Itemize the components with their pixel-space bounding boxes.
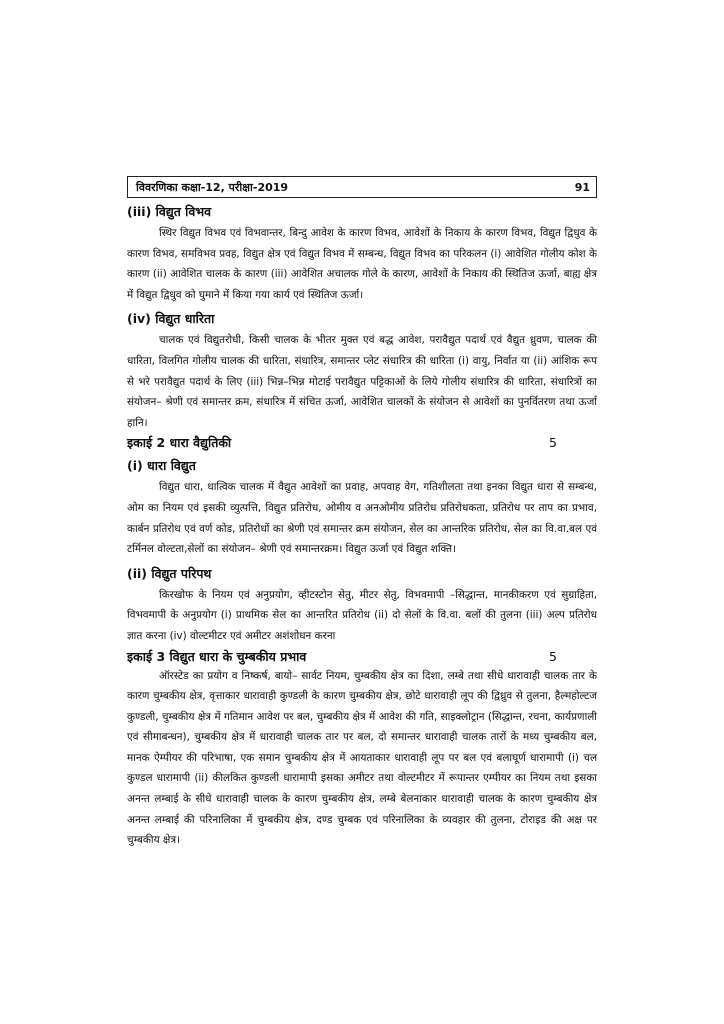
unit-3-title: इकाई 3 विद्युत धारा के चुम्बकीय प्रभाव: [127, 648, 307, 664]
section-text-electric-current: विद्युत धारा, धात्विक चालक में वैद्युत आवेशों का प्रवाह, अपवाह वेग, गतिशीलता तथा इनका विद्युत धारा से सम्बन्ध, ओम का नियम एवं इसकी व्युत्पत्ति, विद्युत प्रतिरोध, ओमीय व अनओमीय प्रतिरोध प्रतिरोधकता, प्रतिरोध पर ताप का प्रभाव, कार्बन प्रतिरोध एवं वर्ण कोड, प्रतिरोधों का श्रेणी एवं समान्तर क्रम संयोजन, सेल का आन्तरिक प्रतिरोध, सेल का वि.वा.बल एवं टर्मिनल वोल्टता,सेलों का संयोजन– श्रेणी एवं समान्तरक्रम। विद्युत ऊर्जा एवं विद्युत शक्ति।: [127, 481, 597, 556]
section-text-capacitance: चालक एवं विद्युतरोधी, किसी चालक के भीतर मुक्त एवं बद्ध आवेश, परावैद्युत पदार्थ एवं वैद्युत ध्रुवण, चालक की धारिता, विलगित गोलीय चालक की धारिता, संधारित्र, समान्तर प्लेट संधारित्र की धारिता (i) वायु, निर्वात या (ii) आंशिक रूप से भरे परावैद्युत पदार्थ के लिए (iii) भिन्न–भिन्न मोटाई परावैद्युत पट्टिकाओं के लिये गोलीय संधारित्र की धारिता, संधारित्रों का संयोजन– श्रेणी एवं समान्तर क्रम, संधारित्र में संचित ऊर्जा, आवेशित चालकों के संयोजन से आवेशों का पुनर्वितरण तथा ऊर्जा हानि।: [127, 334, 597, 429]
unit-2-marks: 5: [549, 435, 557, 451]
section-text-magnetic-effects: ऑरस्टेड का प्रयोग व निष्कर्ष, बायो– सार्वट नियम, चुम्बकीय क्षेत्र का दिशा, लम्बे तथा सीधे धारावाही चालक तार के कारण चुम्बकीय क्षेत्र, वृत्ताकार धारावाही कुण्डली के कारण चुम्बकीय क्षेत्र, छोटे धारावाही लूप की द्विध्रुव से तुलना, हैल्महोल्टज कुण्डली, चुम्बकीय क्षेत्र में गतिमान आवेश पर बल, चुम्बकीय क्षेत्र में आवेश की गति, साइक्लोट्रान (सिद्धान्त, रचना, कार्यप्रणाली एवं सीमाबन्धन), चुम्बकीय क्षेत्र में धारावाही चालक तार पर बल, दो समान्तर धारावाही चालक तारों के मध्य चुम्बकीय बल, मानक ऐम्पीयर की परिभाषा, एक समान चुम्बकीय क्षेत्र में आयताकार धारावाही लूप पर बल एवं बलाघूर्ण धारामापी (i) चल कुण्डल धारामापी (ii) कीलकित कुण्डली धारामापी इसका अमीटर तथा वोल्टमीटर में रूपान्तर एम्पीयर का नियम तथा इसका अनन्त लम्बाई के सीधे धारावाही चालक के कारण चुम्बकीय क्षेत्र, लम्बे बेलनाकार धारावाही चालक के कारण चुम्बकीय क्षेत्र अनन्त लम्बाई की परिनालिका में चुम्बकीय क्षेत्र, दण्ड चुम्बक एवं परिनालिका के व्यवहार की तुलना, टोराइड की अक्ष पर चुम्बकीय क्षेत्र।: [127, 669, 597, 847]
document-page: [127, 176, 597, 851]
page-header: [127, 176, 597, 198]
unit-2-title: इकाई 2 धारा वैद्युतिकी: [127, 435, 232, 451]
section-text-electric-circuit: किरखोफ के नियम एवं अनुप्रयोग, व्हीटस्टोन सेतु, मीटर सेतु, विभवमापी –सिद्धान्त, मानकीकरण एवं सुग्राहिता, विभवमापी के अनुप्रयोग (i) प्राथमिक सेल का आन्तरित प्रतिरोध (ii) दो सेलों के वि.वा. बलों की तुलना (iii) अल्प प्रतिरोध ज्ञात करना (iv) वोल्टमीटर एवं अमीटर अशंशोधन करना: [127, 588, 597, 642]
section-heading-electric-circuit: (ii) विद्युत परिपथ: [127, 565, 212, 581]
header-title: विवरणिका कक्षा-12, परीक्षा-2019: [136, 180, 289, 194]
section-heading-electric-current: (i) धारा विद्युत: [127, 458, 196, 474]
section-text-potential: स्थिर विद्युत विभव एवं विभवान्तर, बिन्दु आवेश के कारण विभव, आवेशों के निकाय के कारण विभव, विद्युत द्विधुव के कारण विभव, समविभव प्रवह, विद्युत क्षेत्र एवं विद्युत विभव में सम्बन्ध, विद्युत विभव का परिकलन (i) आवेशित गोलीय कोश के कारण (ii) आवेशित चालक के कारण (iii) आवेशित अचालक गोले के कारण, आवेशों के निकाय की स्थितिज ऊर्जा, बाह्य क्षेत्र में विद्युत द्विधुव को घुमाने में किया गया कार्य एवं स्थितिज ऊर्जा।: [127, 227, 597, 301]
unit-heading-current-electricity: [127, 434, 597, 452]
unit-3-marks: 5: [549, 648, 557, 664]
section-heading-potential: (iii) विद्युत विभव: [127, 204, 212, 219]
section-heading-capacitance: (iv) विद्युत धारिता: [127, 311, 215, 327]
unit-heading-magnetic-effects: [127, 648, 597, 666]
page-number: 91: [574, 180, 590, 194]
